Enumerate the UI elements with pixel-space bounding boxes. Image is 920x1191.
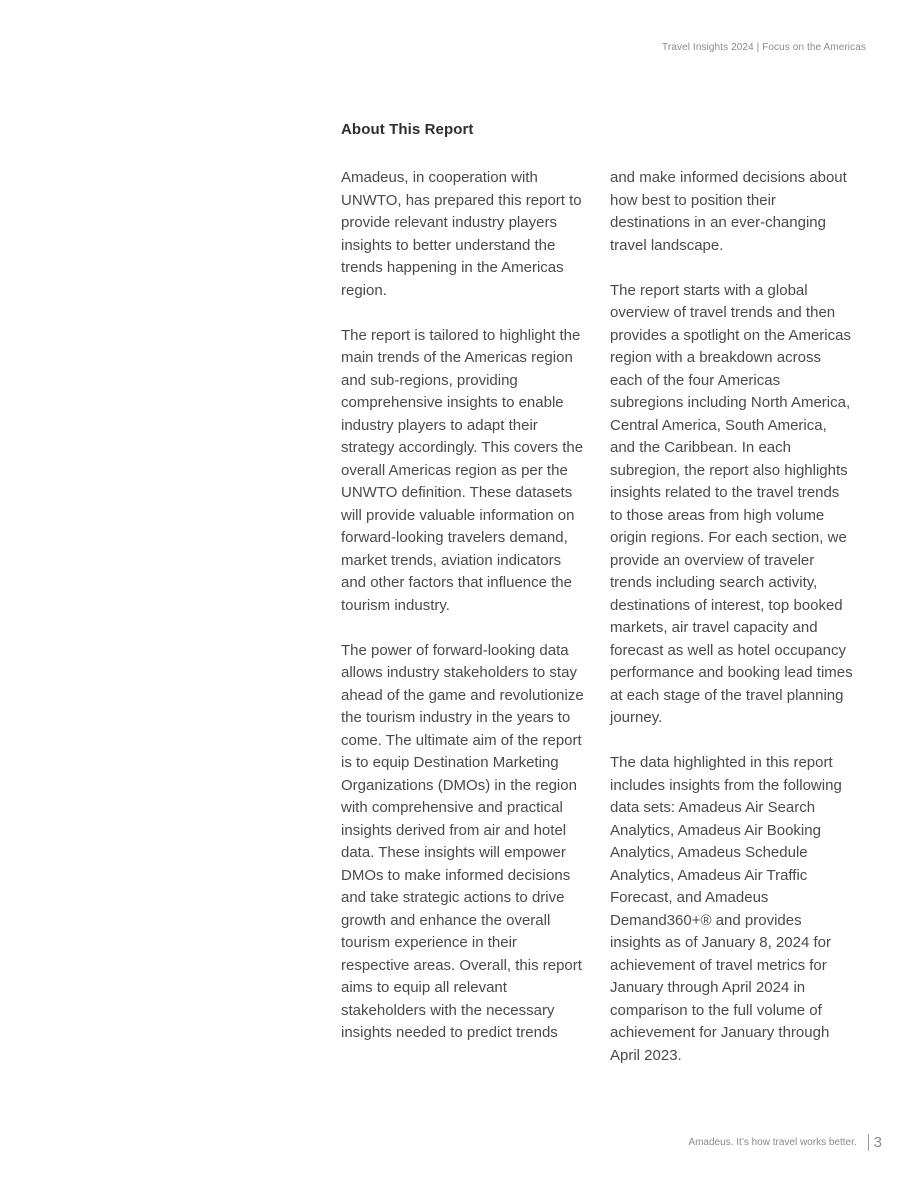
body-paragraph: The report is tailored to highlight the main trends of the Americas region and sub-regions, providing comprehensive insights to enable industry players to adapt their strategy accordingly. This covers the overall Americas region as per the UNWTO definition. These datasets will provide valuable information on forward-looking travelers demand, market trends, aviation indicators and other factors that influence the tourism industry. [341, 326, 584, 614]
page-number: 3 [873, 1134, 882, 1151]
body-paragraph: The report starts with a global overview of travel trends and then provides a spotlight on the Americas region with a breakdown across each of the four Americas subregions including North America, Central America, South America, and the Caribbean. In each subregion, the report also highlights insights related to the travel trends to those areas from high volume origin regions. For each section, we provide an overview of traveler trends including search activity, destinations of interest, top booked markets, air travel capacity and forecast as well as hotel occupancy performance and booking lead times at each stage of the travel planning journey. [610, 281, 853, 726]
left-column [341, 167, 586, 1045]
right-column [610, 167, 855, 1067]
section-title: About This Report [341, 121, 474, 138]
body-paragraph: The power of forward-looking data allows industry stakeholders to stay ahead of the game and revolutionize the tourism industry in the years to come. The ultimate aim of the report is to equip Destination Marketing Organizations (DMOs) in the region with comprehensive and practical insights derived from air and hotel data. These insights will empower DMOs to make informed decisions and take strategic actions to drive growth and enhance the overall tourism experience in their respective areas. Overall, this report aims to equip all relevant stakeholders with the necessary insights needed to predict trends [341, 641, 584, 1041]
running-header: Travel Insights 2024 | Focus on the Americas [662, 42, 866, 53]
page-footer [688, 1134, 882, 1151]
footer-tagline: Amadeus. It’s how travel works better. [688, 1137, 857, 1148]
body-paragraph: The data highlighted in this report includes insights from the following data sets: Amadeus Air Search Analytics, Amadeus Air Booking Analytics, Amadeus Schedule Analytics, Amadeus Air Traffic Forecast, and Amadeus Demand360+® and provides insights as of January 8, 2024 for achievement of travel metrics for January through April 2024 in comparison to the full volume of achievement for January through April 2023. [610, 754, 842, 1064]
body-paragraph: Amadeus, in cooperation with UNWTO, has prepared this report to provide relevant industry players insights to better understand the trends happening in the Americas region. [341, 169, 582, 299]
body-paragraph: and make informed decisions about how best to position their destinations in an ever-changing travel landscape. [610, 169, 847, 254]
footer-divider [868, 1134, 869, 1151]
